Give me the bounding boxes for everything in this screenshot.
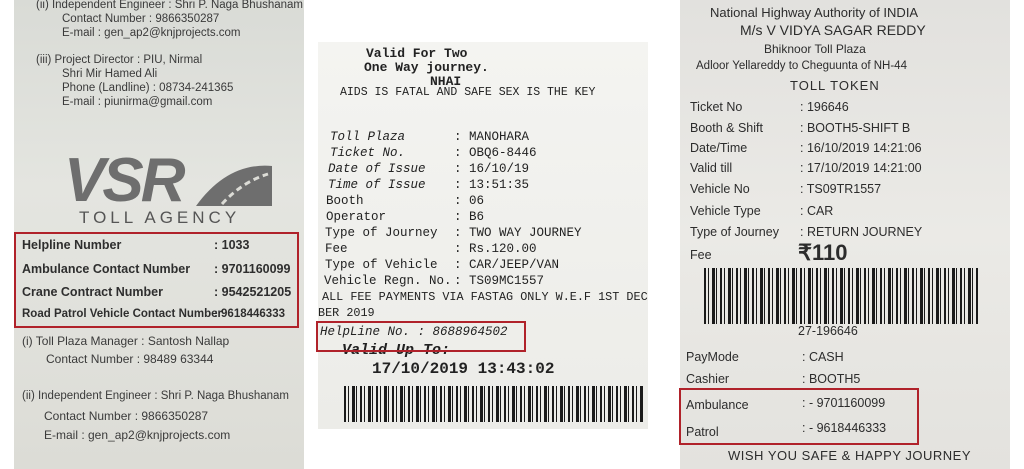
field-value: : OBQ6-8446	[454, 146, 537, 160]
fee-label: Fee	[690, 248, 712, 262]
vsr-logo: VSR	[64, 146, 183, 215]
field-value: : RETURN JOURNEY	[800, 225, 923, 239]
ambulance-label: Ambulance	[686, 398, 749, 412]
ambulance-value: : - 9701160099	[802, 396, 886, 410]
field-value: : 16/10/2019 14:21:06	[800, 141, 922, 155]
notice-line: Contact Number : 9866350287	[44, 409, 209, 423]
helpline-number: HelpLine No. : 8688964502	[320, 325, 508, 339]
field-label: Vehicle Type	[690, 204, 761, 218]
notice-line: E-mail : piunirma@gmail.com	[62, 96, 213, 108]
field-value: : TS09MC1557	[454, 274, 545, 288]
field-value: : 17/10/2019 14:21:00	[800, 161, 922, 175]
notice-line: (ii) Independent Engineer : Shri P. Naga Bhushanam	[22, 390, 290, 402]
token-header: M/s V VIDYA SAGAR REDDY	[740, 22, 926, 38]
paymode-label: PayMode	[686, 350, 739, 364]
patrol-value: : - 9618446333	[802, 421, 887, 435]
patrol-label: Patrol	[686, 425, 719, 439]
notice-line: (i) Toll Plaza Manager : Santosh Nallap	[22, 334, 230, 348]
field-value: : TS09TR1557	[800, 182, 882, 196]
contact-value: : 1033	[214, 238, 250, 252]
contact-label: Road Patrol Vehicle Contact Number	[22, 308, 223, 320]
nhai-receipt-photo	[318, 42, 648, 429]
token-barcode	[704, 268, 980, 324]
contact-label: Crane Contract Number	[22, 285, 163, 299]
token-header: Adloor Yellareddy to Cheguunta of NH-44	[696, 60, 907, 72]
contact-value: : 9701160099	[214, 262, 291, 276]
fastag-notice: ALL FEE PAYMENTS VIA FASTAG ONLY W.E.F 1ST DEC	[322, 290, 648, 304]
fee-value: ₹110	[798, 240, 848, 265]
field-value: : MANOHARA	[454, 130, 530, 144]
field-value: : 13:51:35	[454, 178, 530, 192]
contact-label: Ambulance Contact Number	[22, 262, 191, 276]
notice-line: Phone (Landline) : 08734-241365	[62, 82, 234, 94]
field-label: Ticket No	[690, 100, 743, 114]
notice-line: E-mail : gen_ap2@knjprojects.com	[62, 27, 241, 39]
field-value: : CAR/JEEP/VAN	[454, 258, 560, 272]
valid-up-to-label: Valid Up To:	[342, 342, 451, 359]
field-value: : CAR	[800, 204, 834, 218]
field-label: Vehicle No	[690, 182, 750, 196]
field-value: : BOOTH5-SHIFT B	[800, 121, 911, 135]
field-value: : 06	[454, 194, 485, 208]
field-label: Operator	[326, 210, 387, 224]
field-label: Time of Issue	[328, 178, 426, 192]
receipt-notice: AIDS IS FATAL AND SAFE SEX IS THE KEY	[340, 86, 596, 99]
paymode-value: : CASH	[802, 350, 844, 364]
field-value: : Rs.120.00	[454, 242, 537, 256]
field-label: Valid till	[690, 161, 733, 175]
notice-line: (ii) Independent Engineer : Shri P. Naga Bhushanam	[36, 0, 304, 11]
field-label: Type of Journey	[690, 225, 779, 239]
token-footer: WISH YOU SAFE & HAPPY JOURNEY	[728, 448, 972, 463]
notice-line: E-mail : gen_ap2@knjprojects.com	[44, 428, 231, 442]
road-logo-icon	[192, 160, 274, 208]
valid-up-to-date: 17/10/2019 13:43:02	[372, 360, 555, 378]
field-label: Toll Plaza	[330, 130, 406, 144]
receipt-header: One Way journey.	[364, 60, 489, 75]
field-label: Booth	[326, 194, 364, 208]
notice-line: (iii) Project Director : PIU, Nirmal	[36, 54, 203, 66]
contact-label: Helpline Number	[22, 238, 122, 252]
field-label: Type of Journey	[325, 226, 438, 240]
field-label: Ticket No.	[330, 146, 406, 160]
vsr-tagline: TOLL AGENCY	[79, 208, 241, 227]
field-label: Fee	[325, 242, 348, 256]
field-label: Date of Issue	[328, 162, 426, 176]
field-label: Booth & Shift	[690, 121, 763, 135]
field-label: Date/Time	[690, 141, 748, 155]
field-value: : TWO WAY JOURNEY	[454, 226, 582, 240]
token-header: TOLL TOKEN	[790, 78, 880, 93]
notice-line: Contact Number : 98489 63344	[46, 352, 214, 366]
notice-line: Contact Number : 9866350287	[62, 13, 220, 25]
cashier-label: Cashier	[686, 372, 730, 386]
contact-value: : 9618446333	[214, 308, 285, 320]
field-value: : 196646	[800, 100, 849, 114]
field-label: Type of Vehicle	[325, 258, 438, 272]
cashier-value: : BOOTH5	[802, 372, 861, 386]
highlight-box	[679, 388, 919, 445]
contact-value: : 9542521205	[214, 285, 292, 299]
barcode-number: 27-196646	[798, 324, 858, 338]
highlight-box	[14, 232, 299, 328]
field-value: : 16/10/19	[454, 162, 530, 176]
receipt-header: NHAI	[430, 74, 462, 89]
field-value: : B6	[454, 210, 485, 224]
fastag-notice: BER 2019	[318, 306, 375, 320]
field-label: Vehicle Regn. No.	[324, 274, 452, 288]
token-header: National Highway Authority of INDIA	[710, 5, 919, 20]
receipt-header: Valid For Two	[366, 46, 468, 61]
token-header: Bhiknoor Toll Plaza	[764, 42, 866, 56]
notice-line: Shri Mir Hamed Ali	[62, 68, 158, 80]
receipt-barcode	[344, 386, 644, 422]
highlight-box	[316, 321, 526, 352]
